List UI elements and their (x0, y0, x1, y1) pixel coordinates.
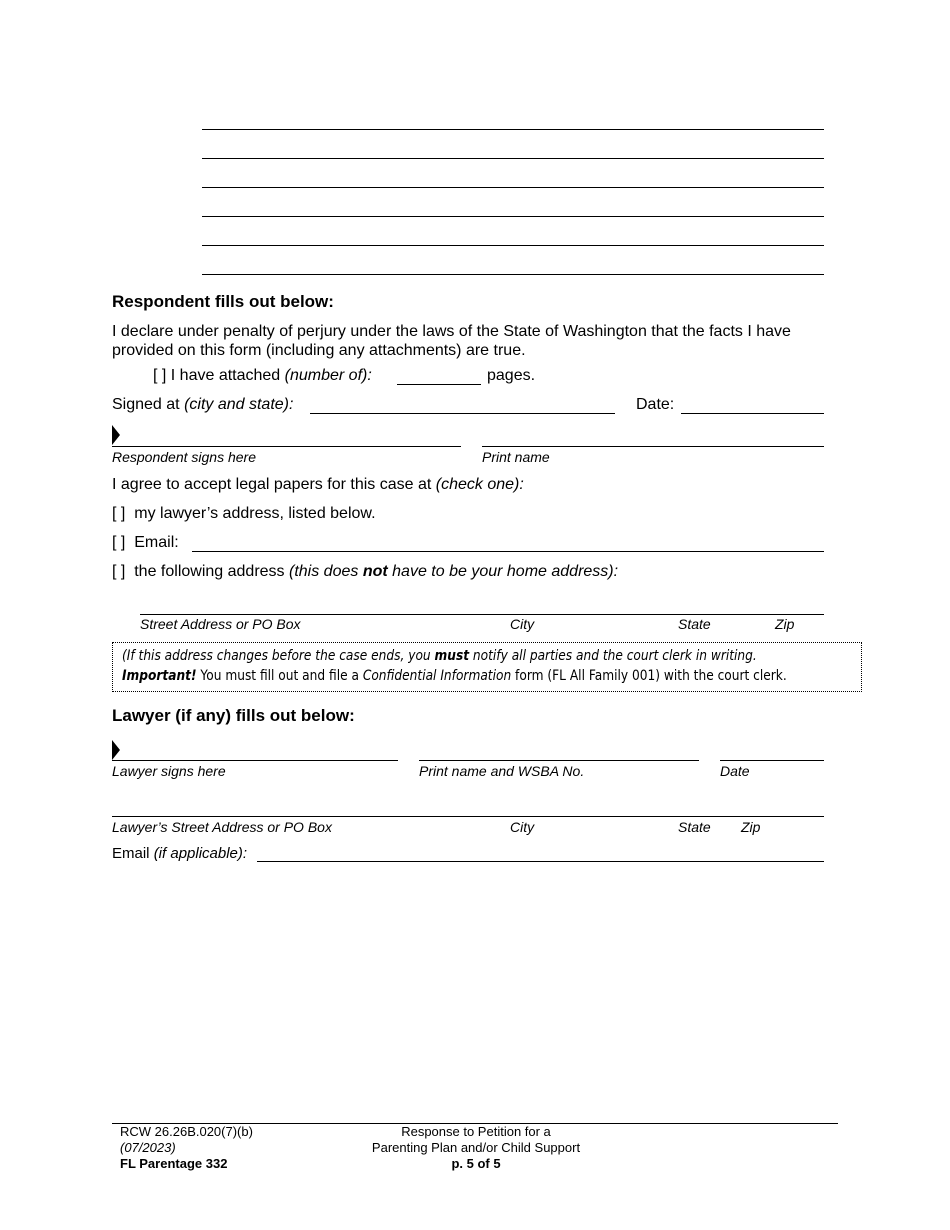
blank-line[interactable] (202, 129, 824, 130)
lawyer-city-caption: City (510, 819, 535, 835)
lawyer-date-field[interactable] (720, 760, 824, 761)
attached-label: [ ] I have attached (153, 367, 281, 384)
blank-line[interactable] (202, 187, 824, 188)
service-email-field[interactable] (192, 551, 824, 552)
declaration-line-2: provided on this form (including any attachments) are true. (112, 342, 526, 359)
lawyer-state-caption: State (678, 819, 711, 835)
notice-line-1: (If this address changes before the case ends, you must notify all parties and the court clerk in writing. (122, 648, 757, 664)
footer-rcw: RCW 26.26B.020(7)(b) (120, 1124, 253, 1139)
lawyer-print-name-field[interactable] (419, 760, 699, 761)
footer-page-number: p. 5 of 5 (451, 1156, 501, 1171)
checkbox[interactable]: [ ] (112, 534, 126, 551)
print-name-caption: Print name (482, 449, 550, 465)
blank-line[interactable] (202, 158, 824, 159)
service-intro: I agree to accept legal papers for this case at (check one): (112, 476, 524, 493)
footer-left (120, 1124, 253, 1172)
date-field[interactable] (681, 413, 824, 414)
signed-at-label: Signed at (city and state): (112, 396, 294, 413)
attached-pages-suffix: pages. (487, 367, 536, 384)
attached-label-italic: (number of): (284, 367, 372, 384)
footer-revision: (07/2023) (120, 1140, 176, 1155)
sign-here-arrow-icon (112, 425, 120, 445)
option-lawyer-address[interactable]: [ ] my lawyer’s address, listed below. (112, 505, 376, 522)
footer-title-2: Parenting Plan and/or Child Support (371, 1140, 581, 1155)
attached-checkbox[interactable] (153, 367, 372, 385)
attached-pages-field[interactable] (397, 384, 481, 385)
option-email[interactable]: [ ] Email: (112, 534, 179, 551)
blank-line[interactable] (202, 216, 824, 217)
checkbox[interactable]: [ ] (112, 563, 126, 580)
checkbox[interactable]: [ ] (112, 505, 126, 522)
declaration-line-1: I declare under penalty of perjury under the laws of the State of Washington that the facts I have (112, 323, 791, 340)
lawyer-email-label: Email (if applicable): (112, 845, 248, 862)
option-following-address[interactable]: [ ] the following address (this does not have to be your home address): (112, 563, 619, 580)
footer-form-number: FL Parentage 332 (120, 1156, 228, 1171)
date-label: Date: (636, 396, 675, 413)
footer-title-1: Response to Petition for a (401, 1124, 551, 1139)
signed-at-field[interactable] (310, 413, 615, 414)
service-address-field[interactable] (140, 614, 824, 615)
lawyer-sign-caption: Lawyer signs here (112, 763, 226, 779)
lawyer-print-caption: Print name and WSBA No. (419, 763, 585, 779)
zip-caption: Zip (775, 616, 795, 632)
respondent-sign-caption: Respondent signs here (112, 449, 256, 465)
state-caption: State (678, 616, 711, 632)
respondent-heading: Respondent fills out below: (112, 292, 334, 311)
sign-here-arrow-icon (112, 740, 120, 760)
lawyer-heading: Lawyer (if any) fills out below: (112, 706, 355, 725)
footer-center (326, 1124, 626, 1172)
street-caption: Street Address or PO Box (140, 616, 301, 632)
lawyer-address-field[interactable] (112, 816, 824, 817)
lawyer-date-caption: Date (720, 763, 750, 779)
respondent-print-name-field[interactable] (482, 446, 824, 447)
lawyer-email-field[interactable] (257, 861, 824, 862)
lawyer-street-caption: Lawyer’s Street Address or PO Box (112, 819, 332, 835)
blank-line[interactable] (202, 245, 824, 246)
respondent-signature-field[interactable] (112, 446, 461, 447)
lawyer-signature-field[interactable] (112, 760, 398, 761)
blank-line[interactable] (202, 274, 824, 275)
city-caption: City (510, 616, 535, 632)
lawyer-zip-caption: Zip (741, 819, 761, 835)
notice-line-2: Important! You must fill out and file a Confidential Information form (FL All Family 001) with the court clerk. (122, 668, 787, 684)
